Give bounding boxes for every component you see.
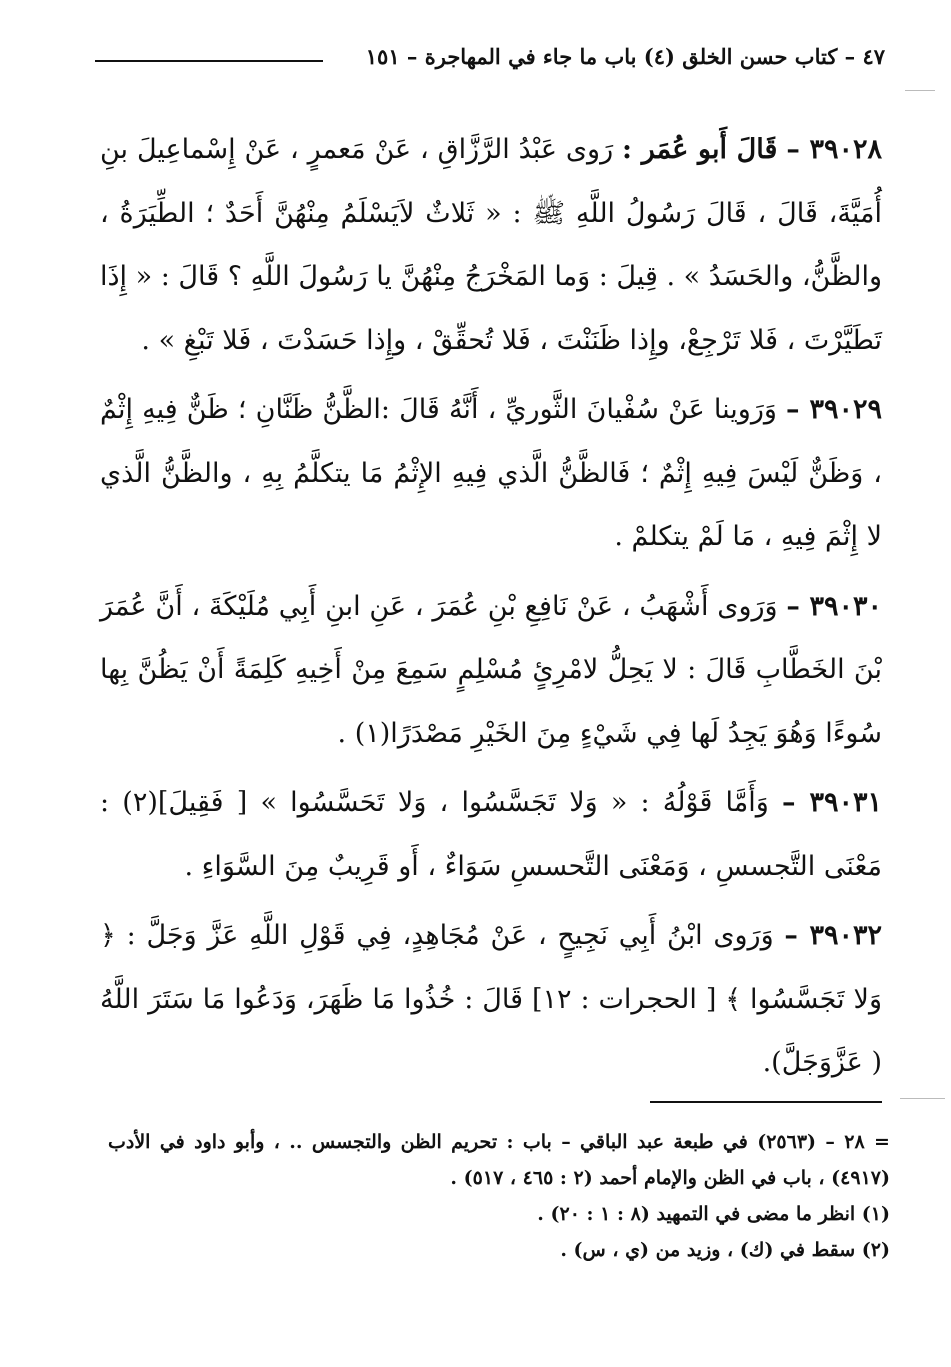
header-title: ٤٧ – كتاب حسن الخلق (٤) باب ما جاء في المهاجرة – ١٥١	[365, 44, 885, 69]
paragraph-39030	[100, 575, 882, 766]
footnotes	[108, 1124, 890, 1268]
paragraph-text: وَرَوى أَشْهَبُ ، عَنْ نَافِعِ بْنِ عُمَرَ ، عَنِ ابنِ أَبِي مُلَيْكَةَ ، أَنَّ عُمَرَ بْنَ الخَطَّابِ قَالَ : لا يَحِلُّ لامْرِئٍ مُسْلِمٍ سَمِعَ مِنْ أَخِيهِ كَلِمَةً أَنْ يَظُنَّ بِها سُوءًا وَهُوَ يَجِدُ لَها فِي شَيْءٍ مِنَ الخَيْرِ مَصْدَرًا(١) .	[100, 590, 882, 749]
paragraph-text: وَأَمَّا قَوْلُهُ : « وَلا تَجَسَّسُوا ، وَلا تَحَسَّسُوا » [ فَقِيلَ](٢) : مَعْنَى التَّجسسِ ، وَمَعْنَى التَّحسسِ سَوَاءٌ ، أَو قَرِيبٌ مِنَ السَّوَاءِ .	[100, 787, 882, 882]
footnote-source: = ٢٨ – (٢٥٦٣) في طبعة عبد الباقي – باب : تحريم الظن والتجسس .. ، وأبو داود في الأدب (٤٩١٧) ، باب في الظن والإمام أحمد (٢ : ٤٦٥ ، ٥١٧) .	[108, 1131, 890, 1189]
paragraph-39031	[100, 771, 882, 898]
paragraph-number: ٣٩٠٣١ –	[781, 787, 883, 818]
main-text	[100, 118, 882, 1095]
paragraph-number: ٣٩٠٢٨ –	[786, 134, 883, 165]
paragraph-text: وَرَوينا عَنْ سُفْيانَ الثَّوريِّ ، أَنَّهُ قَالَ :الظَّنُّ ظَنَّانِ ؛ ظَنٌّ فِيهِ إِثْمٌ ، وَظَنٌّ لَيْسَ فِيهِ إِثْمٌ ؛ فَالظَّنُّ الَّذي فِيهِ الإِثْمُ مَا يتكلَّمُ بِهِ ، والظَّنُّ الَّذي لا إِثْمَ فِيهِ ، مَا لَمْ يتكلمْ .	[100, 394, 882, 552]
paragraph-number: ٣٩٠٣٠ –	[786, 590, 882, 622]
running-header	[95, 40, 885, 80]
paragraph-number: ٣٩٠٢٩ –	[786, 394, 883, 425]
paragraph-number: ٣٩٠٣٢ –	[784, 920, 882, 951]
scan-artifact	[905, 90, 935, 91]
paragraph-39028	[100, 118, 882, 372]
footnote-separator	[650, 1101, 882, 1103]
header-rule	[95, 60, 323, 62]
footnote-2: (٢) سقط في (ك) ، وزيد من (ي ، س) .	[560, 1239, 890, 1261]
paragraph-text: وَرَوى ابْنُ أَبِي نَجِيحٍ ، عَنْ مُجَاهِدٍ، فِي قَوْلِ اللَّهِ عَزَّ وَجَلَّ : ﴿ وَلا تَجَسَّسُوا ﴾ [ الحجرات : ١٢] قَالَ : خُذُوا مَا ظَهَرَ، وَدَعُوا مَا سَتَرَ اللَّهُ ( عَزَّوَجَلَّ).	[100, 920, 882, 1078]
footnote-1: (١) انظر ما مضى في التمهيد (٨ : ١ : ٢٠) .	[537, 1203, 890, 1225]
paragraph-39032	[100, 904, 882, 1095]
paragraph-lead: قَالَ أَبو عُمَر :	[622, 134, 778, 165]
paragraph-39029	[100, 378, 882, 569]
paragraph-text: رَوى عَبْدُ الرَّزَّاقِ ، عَنْ مَعمرٍ ، عَنْ إِسْماعِيلَ بنِ أُمَيَّةَ، قَالَ ، قَالَ رَسُولُ اللَّهِ ﷺ : « ثَلاثٌ لاَيَسْلَمُ مِنْهُنَّ أَحَدٌ ؛ الطِّيَرَةُ ، والظَّنُّ، والحَسَدُ » . قِيلَ : وَما المَخْرَجُ مِنْهُنَّ يا رَسُولَ اللَّهِ ؟ قَالَ : « إِذَا تَطَيَّرْتَ ، فَلا تَرْجِعْ، وإِذا ظَنَنْتَ ، فَلا تُحقِّقْ ، وإِذا حَسَدْتَ ، فَلا تَبْغِ » .	[100, 134, 882, 356]
scan-artifact	[900, 1098, 945, 1099]
